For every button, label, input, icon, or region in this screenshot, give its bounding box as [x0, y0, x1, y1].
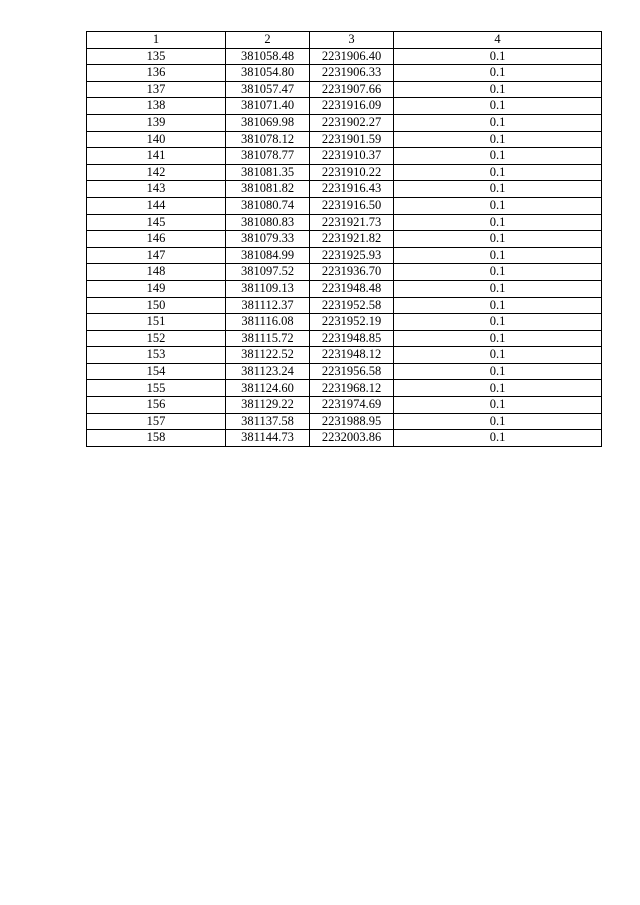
x-coordinate-cell: 381115.72 [226, 330, 310, 347]
table-row [87, 114, 602, 131]
x-coordinate-cell: 381080.74 [226, 197, 310, 214]
accuracy-cell: 0.1 [394, 380, 602, 397]
accuracy-cell: 0.1 [394, 214, 602, 231]
column-header-4: 4 [394, 32, 602, 49]
x-coordinate-cell: 381097.52 [226, 264, 310, 281]
table-row [87, 363, 602, 380]
accuracy-cell: 0.1 [394, 114, 602, 131]
y-coordinate-cell: 2231952.58 [310, 297, 394, 314]
point-number-cell: 135 [87, 48, 226, 65]
table-row [87, 81, 602, 98]
y-coordinate-cell: 2231948.12 [310, 347, 394, 364]
y-coordinate-cell: 2231916.09 [310, 98, 394, 115]
x-coordinate-cell: 381081.35 [226, 164, 310, 181]
accuracy-cell: 0.1 [394, 181, 602, 198]
table-row [87, 148, 602, 165]
y-coordinate-cell: 2231936.70 [310, 264, 394, 281]
y-coordinate-cell: 2232003.86 [310, 430, 394, 447]
y-coordinate-cell: 2231916.50 [310, 197, 394, 214]
accuracy-cell: 0.1 [394, 98, 602, 115]
table-row [87, 314, 602, 331]
table-row [87, 330, 602, 347]
x-coordinate-cell: 381080.83 [226, 214, 310, 231]
point-number-cell: 142 [87, 164, 226, 181]
accuracy-cell: 0.1 [394, 247, 602, 264]
point-number-cell: 154 [87, 363, 226, 380]
point-number-cell: 147 [87, 247, 226, 264]
x-coordinate-cell: 381081.82 [226, 181, 310, 198]
table-row [87, 430, 602, 447]
x-coordinate-cell: 381122.52 [226, 347, 310, 364]
point-number-cell: 140 [87, 131, 226, 148]
x-coordinate-cell: 381078.12 [226, 131, 310, 148]
x-coordinate-cell: 381116.08 [226, 314, 310, 331]
y-coordinate-cell: 2231952.19 [310, 314, 394, 331]
table-row [87, 214, 602, 231]
table-body [87, 48, 602, 446]
column-header-3: 3 [310, 32, 394, 49]
table-row [87, 397, 602, 414]
table-row [87, 347, 602, 364]
point-number-cell: 155 [87, 380, 226, 397]
point-number-cell: 137 [87, 81, 226, 98]
table-row [87, 413, 602, 430]
table-row [87, 231, 602, 248]
x-coordinate-cell: 381057.47 [226, 81, 310, 98]
point-number-cell: 145 [87, 214, 226, 231]
accuracy-cell: 0.1 [394, 264, 602, 281]
y-coordinate-cell: 2231921.73 [310, 214, 394, 231]
coordinates-table [86, 31, 602, 447]
column-header-1: 1 [87, 32, 226, 49]
accuracy-cell: 0.1 [394, 413, 602, 430]
accuracy-cell: 0.1 [394, 280, 602, 297]
point-number-cell: 141 [87, 148, 226, 165]
x-coordinate-cell: 381058.48 [226, 48, 310, 65]
accuracy-cell: 0.1 [394, 330, 602, 347]
table-row [87, 264, 602, 281]
point-number-cell: 146 [87, 231, 226, 248]
table-row [87, 164, 602, 181]
x-coordinate-cell: 381054.80 [226, 65, 310, 82]
y-coordinate-cell: 2231948.85 [310, 330, 394, 347]
x-coordinate-cell: 381109.13 [226, 280, 310, 297]
point-number-cell: 143 [87, 181, 226, 198]
point-number-cell: 139 [87, 114, 226, 131]
point-number-cell: 151 [87, 314, 226, 331]
y-coordinate-cell: 2231901.59 [310, 131, 394, 148]
table-row [87, 48, 602, 65]
accuracy-cell: 0.1 [394, 314, 602, 331]
accuracy-cell: 0.1 [394, 48, 602, 65]
point-number-cell: 153 [87, 347, 226, 364]
point-number-cell: 156 [87, 397, 226, 414]
point-number-cell: 150 [87, 297, 226, 314]
y-coordinate-cell: 2231907.66 [310, 81, 394, 98]
table-row [87, 65, 602, 82]
accuracy-cell: 0.1 [394, 397, 602, 414]
point-number-cell: 157 [87, 413, 226, 430]
table-row [87, 380, 602, 397]
x-coordinate-cell: 381084.99 [226, 247, 310, 264]
table-row [87, 131, 602, 148]
y-coordinate-cell: 2231921.82 [310, 231, 394, 248]
x-coordinate-cell: 381078.77 [226, 148, 310, 165]
point-number-cell: 136 [87, 65, 226, 82]
table-row [87, 98, 602, 115]
x-coordinate-cell: 381129.22 [226, 397, 310, 414]
table-row [87, 280, 602, 297]
y-coordinate-cell: 2231910.22 [310, 164, 394, 181]
x-coordinate-cell: 381137.58 [226, 413, 310, 430]
point-number-cell: 144 [87, 197, 226, 214]
accuracy-cell: 0.1 [394, 347, 602, 364]
y-coordinate-cell: 2231925.93 [310, 247, 394, 264]
y-coordinate-cell: 2231906.40 [310, 48, 394, 65]
y-coordinate-cell: 2231902.27 [310, 114, 394, 131]
point-number-cell: 158 [87, 430, 226, 447]
accuracy-cell: 0.1 [394, 430, 602, 447]
accuracy-cell: 0.1 [394, 231, 602, 248]
y-coordinate-cell: 2231916.43 [310, 181, 394, 198]
table-row [87, 181, 602, 198]
x-coordinate-cell: 381071.40 [226, 98, 310, 115]
point-number-cell: 138 [87, 98, 226, 115]
accuracy-cell: 0.1 [394, 81, 602, 98]
x-coordinate-cell: 381144.73 [226, 430, 310, 447]
accuracy-cell: 0.1 [394, 65, 602, 82]
x-coordinate-cell: 381079.33 [226, 231, 310, 248]
y-coordinate-cell: 2231988.95 [310, 413, 394, 430]
y-coordinate-cell: 2231906.33 [310, 65, 394, 82]
x-coordinate-cell: 381123.24 [226, 363, 310, 380]
table-row [87, 197, 602, 214]
point-number-cell: 149 [87, 280, 226, 297]
point-number-cell: 152 [87, 330, 226, 347]
accuracy-cell: 0.1 [394, 164, 602, 181]
x-coordinate-cell: 381124.60 [226, 380, 310, 397]
x-coordinate-cell: 381069.98 [226, 114, 310, 131]
y-coordinate-cell: 2231948.48 [310, 280, 394, 297]
accuracy-cell: 0.1 [394, 363, 602, 380]
column-header-2: 2 [226, 32, 310, 49]
point-number-cell: 148 [87, 264, 226, 281]
table-header-row [87, 32, 602, 49]
accuracy-cell: 0.1 [394, 297, 602, 314]
x-coordinate-cell: 381112.37 [226, 297, 310, 314]
y-coordinate-cell: 2231968.12 [310, 380, 394, 397]
y-coordinate-cell: 2231974.69 [310, 397, 394, 414]
accuracy-cell: 0.1 [394, 148, 602, 165]
table-row [87, 247, 602, 264]
accuracy-cell: 0.1 [394, 131, 602, 148]
y-coordinate-cell: 2231910.37 [310, 148, 394, 165]
y-coordinate-cell: 2231956.58 [310, 363, 394, 380]
accuracy-cell: 0.1 [394, 197, 602, 214]
table-row [87, 297, 602, 314]
